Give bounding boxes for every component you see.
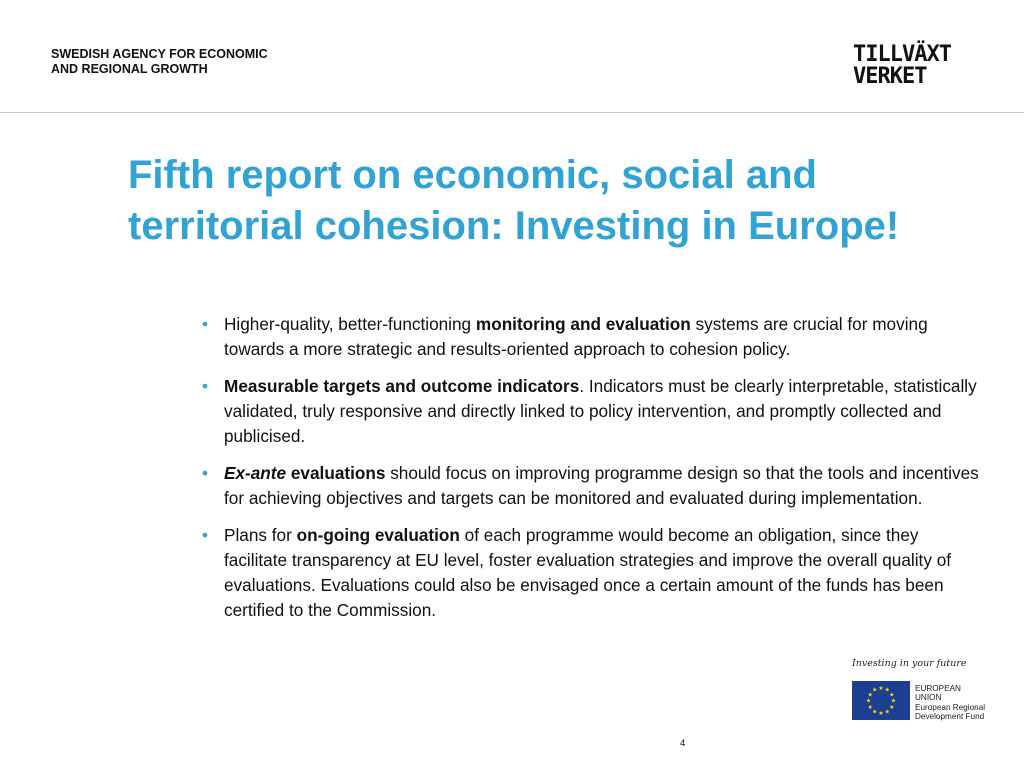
eu-line3: European Regional bbox=[915, 702, 986, 712]
bullet-item bbox=[202, 312, 982, 362]
bullet-emphasis: on-going evaluation bbox=[296, 525, 460, 545]
eu-star-icon: ★ bbox=[889, 692, 895, 699]
bullet-text: . Indicators must be clearly interpretable, statistically validated, truly responsive and directly linked to policy intervention, and promptly collected and publicised. bbox=[224, 376, 977, 446]
tillvaxtverket-logo bbox=[853, 40, 983, 90]
bullet-text: Higher-quality, better-functioning bbox=[224, 314, 476, 334]
eu-star-icon: ★ bbox=[884, 709, 890, 716]
bullet-list bbox=[202, 312, 982, 635]
agency-name-line2: AND REGIONAL GROWTH bbox=[51, 62, 208, 76]
eu-star-icon: ★ bbox=[878, 711, 884, 717]
bullet-text: systems are crucial for moving towards a more strategic and results-oriented approach to cohesion policy. bbox=[224, 314, 928, 359]
header-divider bbox=[0, 112, 1024, 113]
bullet-marker: • bbox=[202, 376, 209, 396]
bullet-text: of each programme would become an obligation, since they facilitate transparency at EU level, foster evaluation strategies and improve the overall quality of evaluations. Evaluations could also be envisaged once a certain amount of the funds has been certified to the Commission. bbox=[224, 525, 952, 620]
bullet-marker: • bbox=[202, 314, 209, 334]
eu-slogan: Investing in your future bbox=[852, 658, 967, 669]
eu-star-icon: ★ bbox=[865, 698, 872, 705]
eu-star-icon: ★ bbox=[884, 687, 890, 694]
agency-name-line1: SWEDISH AGENCY FOR ECONOMIC bbox=[51, 47, 268, 61]
bullet-marker: • bbox=[202, 463, 209, 483]
bullet-marker: • bbox=[202, 525, 209, 545]
logo-line2: VERKET bbox=[853, 64, 927, 89]
eu-star-icon: ★ bbox=[878, 686, 884, 692]
eu-flag-icon bbox=[852, 681, 910, 720]
bullet-item bbox=[202, 461, 982, 511]
eu-star-icon: ★ bbox=[867, 704, 873, 711]
logo-line1: TILLVÄXT bbox=[853, 42, 951, 67]
bullet-emphasis: Measurable targets and outcome indicators bbox=[224, 376, 580, 396]
bullet-emphasis: monitoring and evaluation bbox=[475, 314, 691, 334]
bullet-item bbox=[202, 523, 982, 623]
agency-name bbox=[51, 47, 268, 77]
bullet-text: should focus on improving programme design so that the tools and incentives for achieving objectives and targets can be monitored and evaluated during implementation. bbox=[224, 463, 979, 508]
eu-star-icon: ★ bbox=[867, 692, 873, 699]
bullet-text: Plans for bbox=[224, 525, 297, 545]
bullet-emphasis: evaluations bbox=[286, 463, 386, 483]
eu-line4: Development Fund bbox=[915, 711, 985, 721]
page-number: 4 bbox=[680, 738, 686, 749]
eu-line2: UNION bbox=[915, 693, 942, 703]
eu-star-icon: ★ bbox=[872, 709, 878, 716]
bullet-emphasis-italic: Ex-ante bbox=[224, 463, 287, 483]
eu-line1: EUROPEAN bbox=[915, 684, 961, 693]
eu-fund-label bbox=[915, 684, 985, 721]
bullet-item bbox=[202, 374, 982, 449]
eu-star-icon: ★ bbox=[889, 704, 895, 711]
eu-star-icon: ★ bbox=[872, 687, 878, 694]
eu-star-icon: ★ bbox=[890, 698, 897, 705]
slide-title: Fifth report on economic, social and territorial cohesion: Investing in Europe! bbox=[128, 153, 900, 248]
